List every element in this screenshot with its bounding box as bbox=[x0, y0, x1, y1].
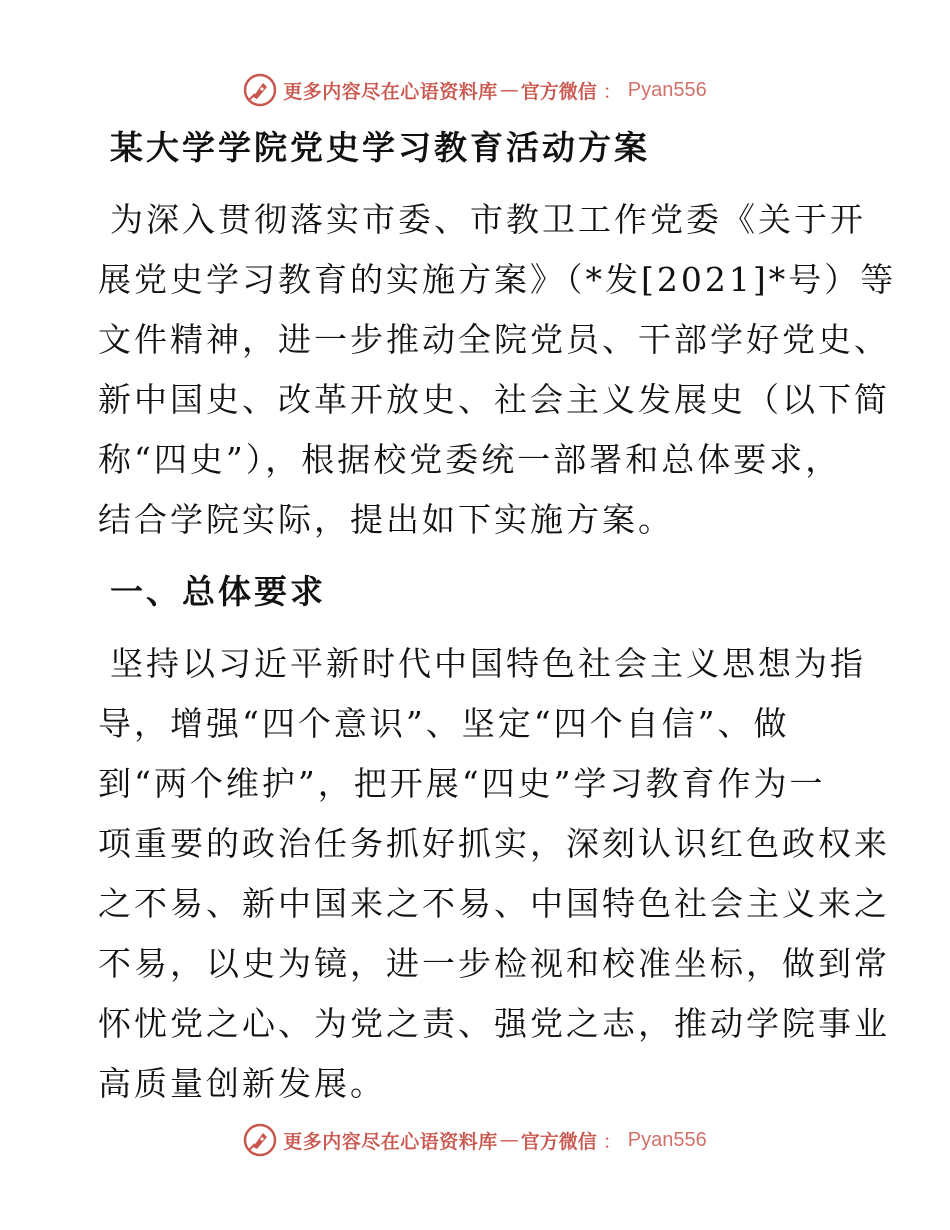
watermark-separator: ： bbox=[602, 80, 622, 103]
watermark-contact-label: 官方微信 bbox=[520, 1130, 597, 1153]
paragraph-general-requirements bbox=[98, 634, 890, 1114]
paragraph-line: 导，增强“四个意识”、坚定“四个自信”、做 bbox=[98, 704, 790, 743]
paragraph-line: 项重要的政治任务抓好抓实，深刻认识红色政权来 bbox=[98, 824, 890, 863]
watermark-separator: ： bbox=[602, 1130, 622, 1153]
watermark-wechat-id: Pyan556 bbox=[627, 78, 707, 101]
watermark-wechat-id: Pyan556 bbox=[627, 1128, 707, 1151]
paragraph-line: 为深入贯彻落实市委、市教卫工作党委《关于开 bbox=[110, 200, 866, 239]
section-heading-general-requirements: 一、总体要求 bbox=[110, 572, 326, 611]
paragraph-line: 新中国史、改革开放史、社会主义发展史（以下简 bbox=[98, 380, 890, 419]
watermark-main-text: 更多内容尽在心语资料库 bbox=[283, 1130, 498, 1153]
paragraph-line: 坚持以习近平新时代中国特色社会主义思想为指 bbox=[110, 644, 866, 683]
paragraph-line: 高质量创新发展。 bbox=[98, 1064, 386, 1103]
pen-nib-logo-icon bbox=[243, 1123, 277, 1157]
watermark-main-text: 更多内容尽在心语资料库 bbox=[283, 80, 498, 103]
document-title: 某大学学院党史学习教育活动方案 bbox=[110, 128, 650, 167]
paragraph-line: 文件精神，进一步推动全院党员、干部学好党史、 bbox=[98, 320, 890, 359]
watermark-contact-label: 官方微信 bbox=[520, 80, 597, 103]
watermark-dash: — bbox=[499, 79, 519, 101]
paragraph-line: 不易，以史为镜，进一步检视和校准坐标，做到常 bbox=[98, 944, 890, 983]
paragraph-line: 展党史学习教育的实施方案》（*发[2021]*号）等 bbox=[98, 260, 897, 299]
paragraph-line: 称“四史”），根据校党委统一部署和总体要求， bbox=[98, 440, 842, 479]
pen-nib-logo-icon bbox=[243, 73, 277, 107]
paragraph-line: 到“两个维护”，把开展“四史”学习教育作为一 bbox=[98, 764, 826, 803]
watermark-bottom bbox=[0, 1120, 950, 1160]
watermark-dash: — bbox=[499, 1129, 519, 1151]
watermark-top bbox=[0, 70, 950, 110]
paragraph-line: 结合学院实际，提出如下实施方案。 bbox=[98, 500, 674, 539]
paragraph-line: 之不易、新中国来之不易、中国特色社会主义来之 bbox=[98, 884, 890, 923]
document-body bbox=[98, 118, 897, 1114]
paragraph-line: 怀忧党之心、为党之责、强党之志，推动学院事业 bbox=[98, 1004, 890, 1043]
paragraph-intro bbox=[98, 190, 897, 550]
